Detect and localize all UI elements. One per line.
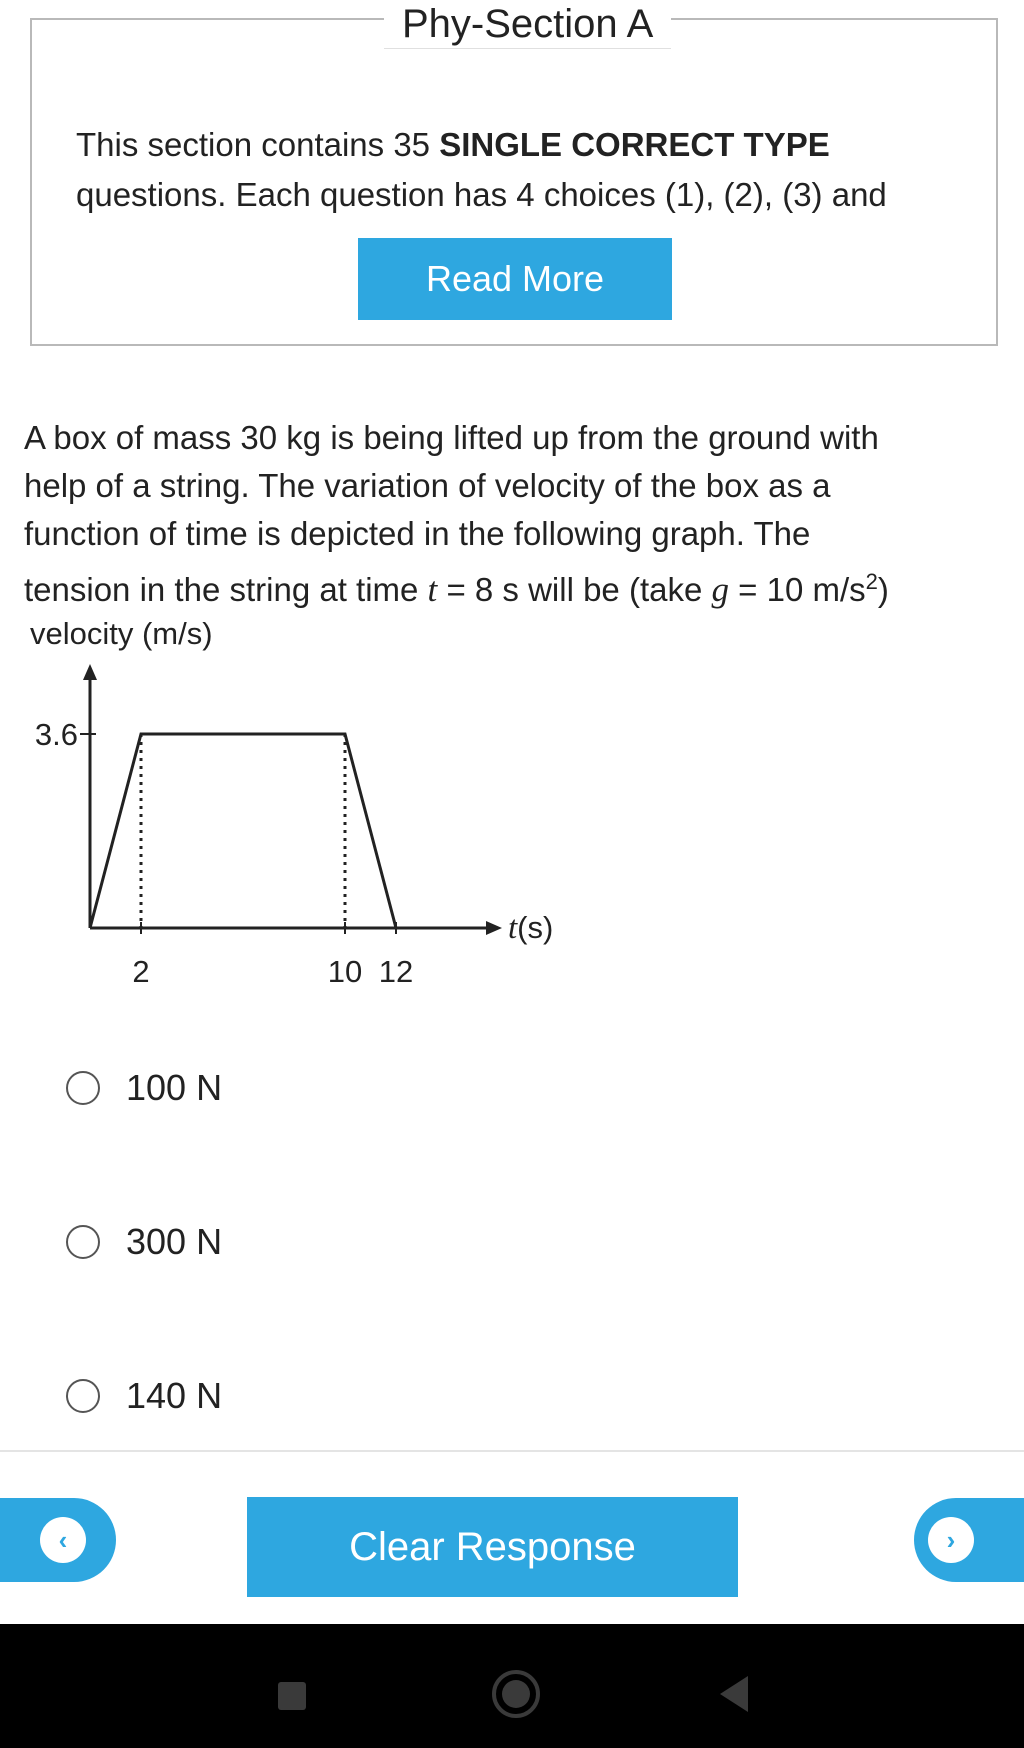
- recents-icon[interactable]: [278, 1682, 306, 1710]
- q4-sup: 2: [865, 569, 878, 594]
- option-2-radio[interactable]: [66, 1225, 100, 1259]
- velocity-line: [90, 734, 396, 928]
- option-2[interactable]: [66, 1212, 222, 1272]
- option-3-radio[interactable]: [66, 1379, 100, 1413]
- clear-response-button[interactable]: Clear Response: [247, 1497, 738, 1597]
- question-line-2: help of a string. The variation of velocity of the box as a: [24, 467, 831, 504]
- question-line-1: A box of mass 30 kg is being lifted up from the ground with: [24, 419, 879, 456]
- option-3[interactable]: [66, 1366, 222, 1426]
- option-3-label: 140 N: [126, 1375, 223, 1416]
- question-line-3: function of time is depicted in the following graph. The: [24, 515, 811, 552]
- question-line-4: [24, 558, 1004, 614]
- section-text-bold: SINGLE CORRECT TYPE: [439, 126, 830, 163]
- back-icon[interactable]: [720, 1676, 748, 1712]
- section-text-after: questions. Each question has 4 choices (1), (2), (3) and: [76, 176, 887, 213]
- section-info-box: [30, 2, 998, 346]
- x-axis-arrow: [486, 921, 502, 935]
- q4-t: t: [427, 570, 438, 609]
- velocity-time-graph: [0, 608, 600, 988]
- section-text-before: This section contains 35: [76, 126, 440, 163]
- q4-b: = 8 s will be (take: [437, 571, 712, 608]
- chevron-left-icon: ‹: [40, 1517, 86, 1563]
- footer-divider: [0, 1450, 1024, 1452]
- q4-c: = 10 m/s: [728, 571, 866, 608]
- y-tick-label-1: 3.6: [34, 717, 78, 752]
- next-button[interactable]: [914, 1498, 1024, 1582]
- x-tick-label-3: 12: [378, 954, 414, 988]
- option-1[interactable]: [66, 1058, 222, 1118]
- q4-a: tension in the string at time: [24, 571, 428, 608]
- y-axis-label: velocity (m/s): [30, 616, 213, 651]
- previous-button[interactable]: [0, 1498, 116, 1582]
- q4-g: g: [711, 570, 729, 609]
- section-title: Phy-Section A: [384, 0, 671, 49]
- q4-d: ): [877, 571, 889, 608]
- y-axis-arrow: [83, 664, 97, 680]
- x-tick-label-1: 2: [132, 954, 150, 988]
- section-description: [76, 120, 966, 220]
- home-icon[interactable]: [492, 1670, 540, 1718]
- read-more-button[interactable]: Read More: [358, 238, 672, 320]
- system-navigation-bar: [0, 1624, 1024, 1748]
- option-1-label: 100 N: [126, 1067, 223, 1108]
- x-tick-label-2: 10: [327, 954, 363, 988]
- option-2-label: 300 N: [126, 1221, 223, 1262]
- chevron-right-icon: ›: [928, 1517, 974, 1563]
- option-1-radio[interactable]: [66, 1071, 100, 1105]
- x-axis-label: t(s): [508, 910, 554, 946]
- question-text: [24, 414, 1004, 614]
